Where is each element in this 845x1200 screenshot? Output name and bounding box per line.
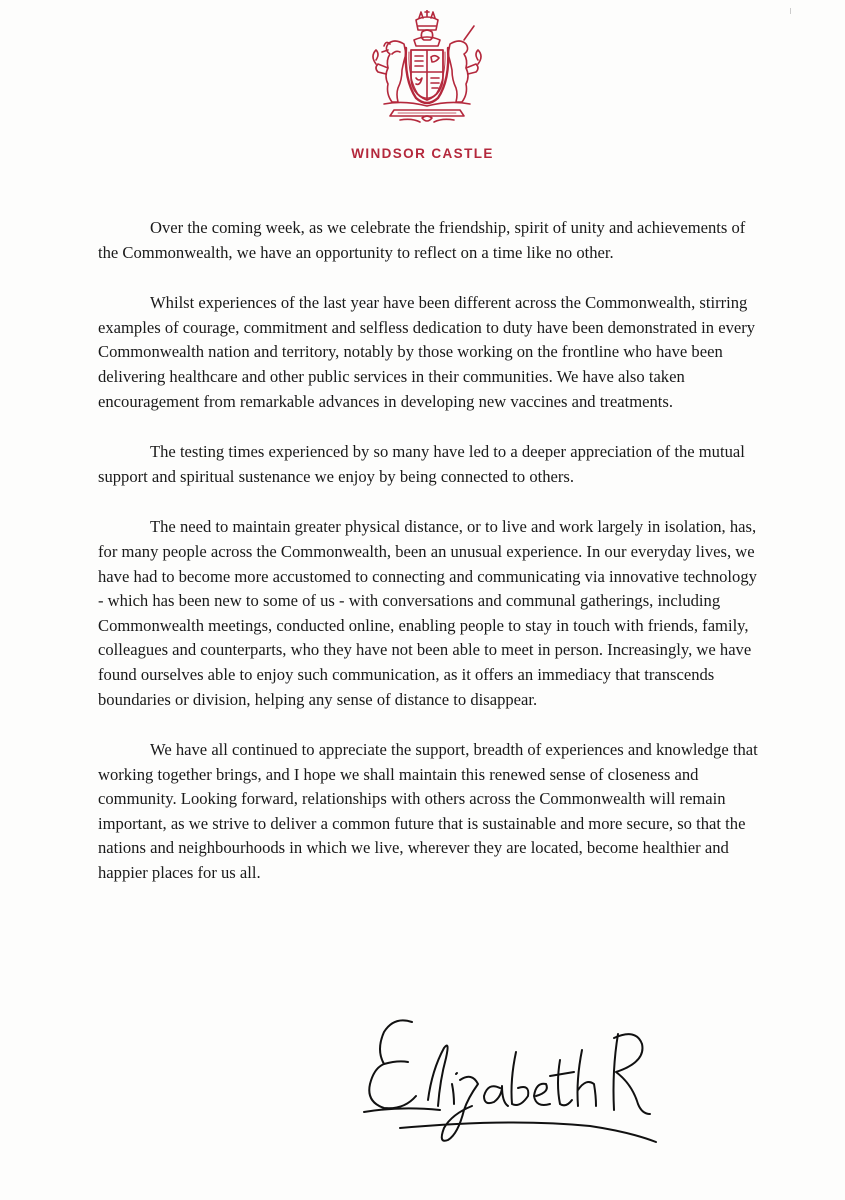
letter-paragraph: The testing times experienced by so many have led to a deeper appreciation of the mutual support and spiritual sustenance we enjoy by being connected to others.: [98, 442, 745, 486]
letter-body: [98, 216, 760, 912]
letter-paragraph: The need to maintain greater physical distance, or to live and work largely in isolation, has, for many people across the Commonwealth, been an unusual experience. In our everyday lives, we have had to become more accustomed to connecting and communicating via innovative technology - which has been new to some of us - with conversations and communal gatherings, including Commonwealth meetings, conducted online, enabling people to stay in touch with friends, family, colleagues and counterparts, who they have not been able to meet in person. Increasingly, we have found ourselves able to enjoy such communication, as it offers an immediacy that transcends boundaries or division, helping any sense of distance to disappear.: [98, 517, 757, 709]
royal-coat-of-arms-icon: [364, 10, 490, 130]
handwritten-signature-icon: [360, 1010, 660, 1145]
letter-paragraph: Over the coming week, as we celebrate the friendship, spirit of unity and achievements of the Commonwealth, we have an opportunity to reflect on a time like no other.: [98, 218, 746, 262]
scan-mark: [790, 8, 791, 14]
letterhead-address: WINDSOR CASTLE: [351, 146, 494, 161]
letter-paragraph: Whilst experiences of the last year have been different across the Commonwealth, stirring examples of courage, commitment and selfless dedication to duty have been demonstrated in every Commonwealth nation and territory, notably by those working on the frontline who have been delivering healthcare and other public services in their communities. We have also taken encouragement from remarkable advances in developing new vaccines and treatments.: [98, 293, 756, 411]
letter-paragraph: We have all continued to appreciate the support, breadth of experiences and knowledge that working together brings, and I hope we shall maintain this renewed sense of closeness and community. Looking forward, relationships with others across the Commonwealth will remain important, as we strive to deliver a common future that is sustainable and more secure, so that the nations and neighbourhoods in which we live, wherever they are located, become healthier and happier places for us all.: [98, 740, 758, 883]
